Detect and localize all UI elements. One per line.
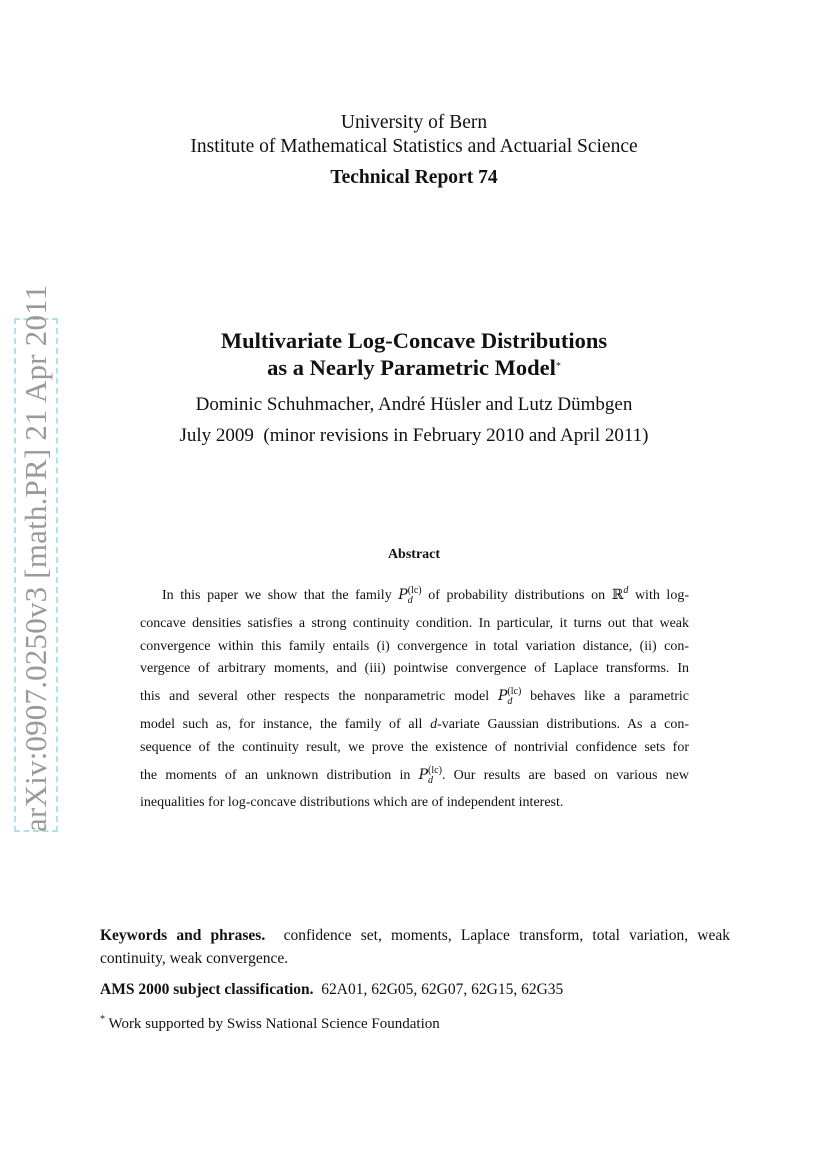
report-number: Technical Report 74	[330, 167, 498, 188]
abstract-text: behaves like a parametric	[521, 689, 689, 705]
abstract-line-8	[140, 760, 689, 793]
abstract-line-3: convergence within this family entails (i) convergence in total variation distance, (ii) con-	[140, 638, 689, 654]
abstract-line-1	[140, 580, 689, 613]
institute-name: Institute of Mathematical Statistics and Actuarial Science	[190, 136, 638, 157]
paper-title-line2	[0, 354, 828, 381]
abstract-line-9: inequalities for log-concave distributions which are of independent interest.	[140, 795, 564, 811]
math-symbol: P	[398, 587, 408, 603]
footnote-marker: *	[100, 1014, 105, 1025]
keywords-text: confidence set, moments, Laplace transform, total variation, weak	[283, 927, 730, 944]
abstract-heading: Abstract	[387, 547, 441, 562]
math-symbol: P	[497, 688, 508, 705]
footnote-text: Work supported by Swiss National Science Foundation	[108, 1016, 440, 1032]
paper-title-line1: Multivariate Log-Concave Distributions	[220, 328, 608, 353]
abstract-line-7: sequence of the continuity result, we prove the existence of nontrivial confidence sets for	[140, 739, 689, 755]
math-symbol: d	[430, 716, 438, 732]
keywords	[100, 924, 730, 970]
date: July 2009 (minor revisions in February 2010 and April 2011)	[179, 425, 649, 446]
math-superscript: d	[623, 585, 629, 596]
abstract-text: . Our results are based on various new	[441, 767, 690, 783]
math-superscript: (lc)	[407, 585, 422, 596]
abstract-text: of probability distributions on	[421, 588, 612, 603]
authors: Dominic Schuhmacher, André Hüsler and Lutz Dümbgen	[195, 394, 633, 415]
math-subscript: d	[428, 774, 434, 786]
abstract-text: In this paper we show that the family	[162, 588, 399, 603]
abstract-line-2: concave densities satisfies a strong continuity condition. In particular, it turns out that weak	[140, 615, 689, 631]
abstract-text: -variate Gaussian distributions. As a con-	[437, 716, 689, 732]
keywords-label: Keywords and phrases.	[100, 927, 266, 944]
math-symbol: ℝ	[611, 588, 624, 603]
abstract-line-4: vergence of arbitrary moments, and (iii) pointwise convergence of Laplace transforms. In	[140, 661, 689, 677]
paper-title-line2-text: as a Nearly Parametric Model	[267, 355, 556, 380]
math-superscript: (lc)	[428, 764, 442, 776]
keywords-line-2: continuity, weak convergence.	[100, 950, 289, 967]
footnote	[100, 1008, 730, 1036]
abstract-text: this and several other respects the nonparametric model	[140, 689, 498, 705]
abstract-line-6	[140, 714, 689, 737]
ams-classification	[100, 978, 730, 1001]
math-subscript: d	[507, 696, 513, 708]
ams-codes: 62A01, 62G05, 62G07, 62G15, 62G35	[321, 981, 564, 998]
keywords-line-1	[100, 924, 730, 947]
university-name: University of Bern	[340, 112, 488, 133]
arxiv-stamp: arXiv:0907.0250v3 [math.PR] 21 Apr 2011	[18, 284, 53, 832]
abstract-text: the moments of an unknown distribution in	[140, 767, 419, 783]
ams-label: AMS 2000 subject classification.	[100, 981, 314, 998]
math-subscript: d	[407, 595, 413, 606]
title-footnote-marker: *	[555, 361, 561, 372]
math-superscript: (lc)	[507, 686, 522, 698]
abstract-text: model such as, for instance, the family of all	[140, 716, 431, 732]
abstract-body	[140, 580, 689, 815]
abstract-line-5	[140, 681, 689, 714]
abstract-text: with log-	[628, 588, 689, 603]
math-symbol: P	[418, 766, 429, 783]
